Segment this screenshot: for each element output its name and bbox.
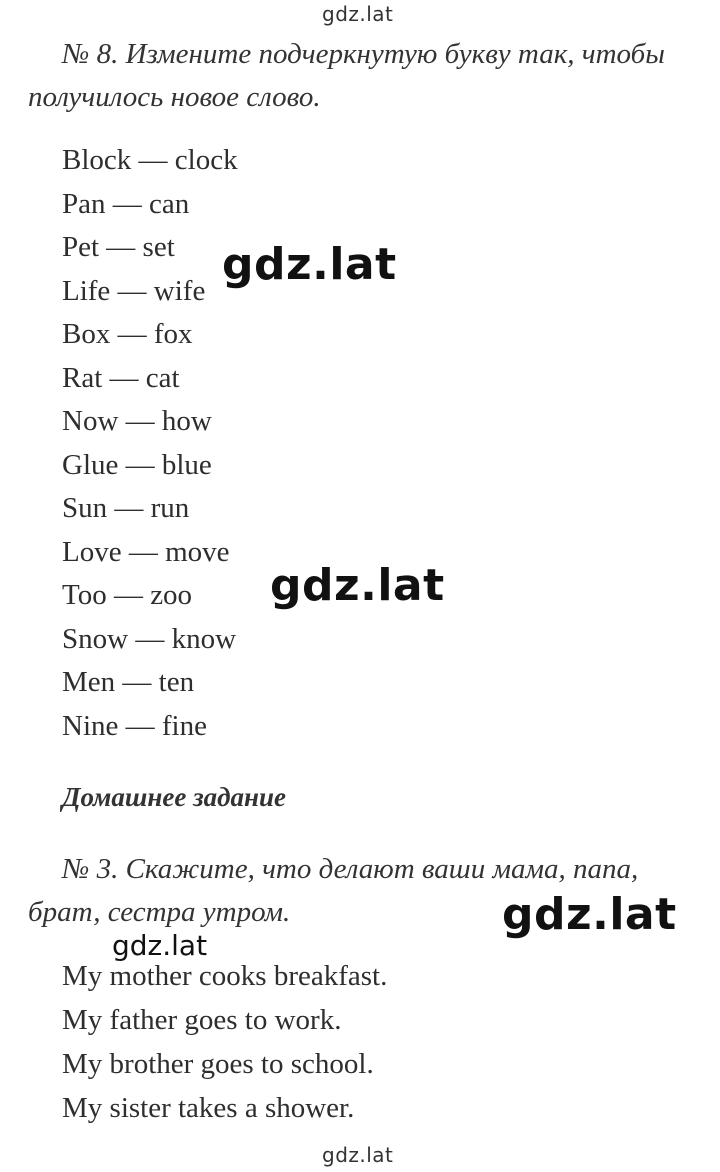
word-pairs-list — [62, 139, 238, 748]
word-pair: Glue — blue — [62, 448, 212, 481]
word-pair: Nine — fine — [62, 709, 207, 742]
answer-line: My sister takes a shower. — [62, 1092, 355, 1124]
watermark-overlay: gdz.lat — [502, 889, 677, 940]
word-pair: Snow — know — [62, 622, 237, 655]
task-8-heading: № 8. Измените подчеркнутую букву так, чтобы получилось новое слово. — [28, 38, 665, 113]
word-pair: Pan — can — [62, 187, 190, 220]
watermark-overlay: gdz.lat — [270, 560, 445, 611]
word-pair: Men — ten — [62, 666, 195, 698]
word-pair: Too — zoo — [62, 579, 193, 611]
word-pair: Box — fox — [62, 318, 193, 350]
word-pair: Rat — cat — [62, 361, 180, 394]
answer-line: My mother cooks breakfast. — [62, 960, 388, 992]
answer-line: My brother goes to school. — [62, 1048, 374, 1080]
word-pair: Block — clock — [62, 144, 238, 176]
watermark-top: gdz.lat — [322, 2, 394, 26]
watermark-bottom: gdz.lat — [322, 1143, 394, 1167]
word-pair: Now — how — [62, 405, 212, 437]
answer-line: My father goes to work. — [62, 1004, 342, 1036]
word-pair: Love — move — [62, 535, 230, 568]
watermark-overlay-small: gdz.lat — [112, 929, 208, 962]
task-3-heading: № 3. Скажите, что делают ваши мама, папа, брат, сестра утром. — [28, 853, 639, 928]
word-pair: Pet — set — [62, 231, 175, 263]
answers-list — [62, 954, 387, 1130]
homework-title: Домашнее задание — [62, 782, 287, 812]
word-pair: Life — wife — [62, 274, 206, 307]
word-pair: Sun — run — [62, 492, 190, 524]
watermark-overlay: gdz.lat — [222, 239, 397, 290]
